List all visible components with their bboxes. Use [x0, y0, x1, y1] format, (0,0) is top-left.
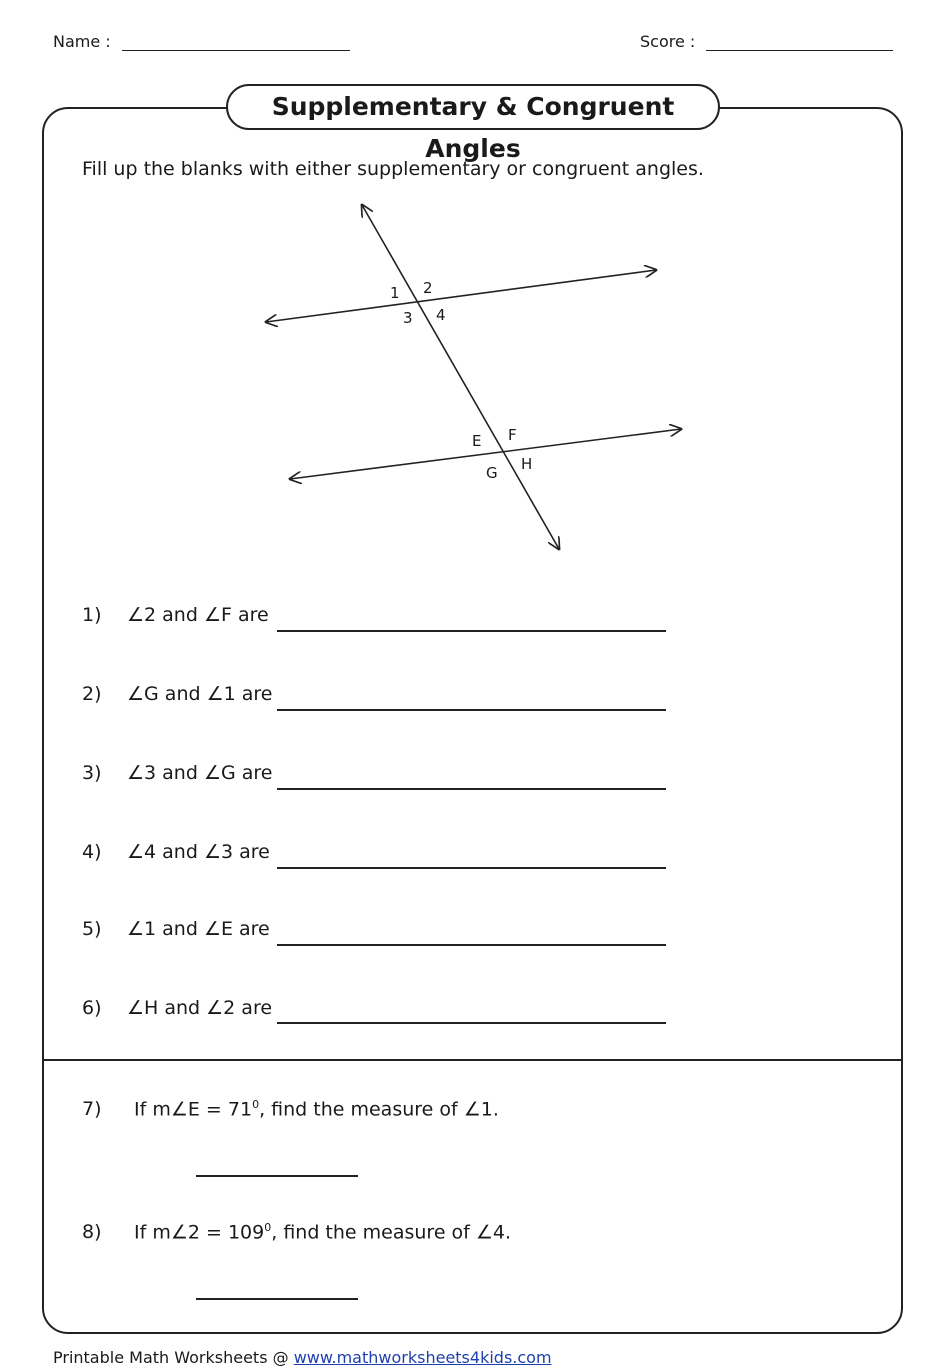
footer [53, 1348, 552, 1367]
question-text [134, 1098, 499, 1120]
answer-blank-3[interactable] [277, 788, 666, 790]
question-text: ∠1 and ∠E are [127, 918, 270, 940]
question-number: 5) [82, 918, 102, 940]
angle-label-g: G [486, 464, 498, 482]
question-suffix: , find the measure of ∠4. [271, 1221, 512, 1244]
question-text: ∠2 and ∠F are [127, 604, 269, 626]
question-text: ∠4 and ∠3 are [127, 841, 270, 863]
question-number: 2) [82, 683, 102, 705]
answer-blank-6[interactable] [277, 1022, 666, 1024]
worksheet-title: Supplementary & Congruent Angles [226, 84, 720, 130]
answer-blank-5[interactable] [277, 944, 666, 946]
question-text: ∠H and ∠2 are [127, 997, 273, 1019]
question-text [134, 1221, 511, 1243]
angle-label-f: F [508, 426, 517, 444]
question-number: 4) [82, 841, 102, 863]
instructions: Fill up the blanks with either supplementary or congruent angles. [82, 158, 704, 180]
angle-label-e: E [472, 432, 482, 450]
question-number: 3) [82, 762, 102, 784]
angle-label-1: 1 [390, 284, 400, 302]
question-text: ∠3 and ∠G are [127, 762, 273, 784]
transversal-line [362, 205, 559, 549]
footer-link[interactable]: www.mathworksheets4kids.com [293, 1348, 552, 1367]
answer-blank-4[interactable] [277, 867, 666, 869]
angle-label-4: 4 [436, 306, 446, 324]
name-label: Name : [53, 32, 111, 51]
section-divider [42, 1059, 903, 1061]
question-number: 1) [82, 604, 102, 626]
answer-blank-2[interactable] [277, 709, 666, 711]
parallel-line-top [266, 270, 656, 322]
answer-line-7[interactable] [196, 1175, 358, 1177]
degree-superscript: 0 [252, 1098, 260, 1111]
angle-label-h: H [521, 455, 533, 473]
angle-diagram [0, 0, 950, 600]
question-text: ∠G and ∠1 are [127, 683, 273, 705]
answer-line-8[interactable] [196, 1298, 358, 1300]
question-number: 6) [82, 997, 102, 1019]
angle-label-3: 3 [403, 309, 413, 327]
question-prefix: If m∠2 = 109 [134, 1221, 265, 1244]
question-suffix: , find the measure of ∠1. [259, 1098, 499, 1121]
question-number: 7) [82, 1098, 102, 1120]
question-number: 8) [82, 1221, 102, 1243]
footer-text: Printable Math Worksheets @ [53, 1348, 289, 1367]
question-prefix: If m∠E = 71 [134, 1098, 253, 1121]
answer-blank-1[interactable] [277, 630, 666, 632]
angle-label-2: 2 [423, 279, 433, 297]
score-label: Score : [640, 32, 696, 51]
degree-superscript: 0 [264, 1221, 272, 1234]
